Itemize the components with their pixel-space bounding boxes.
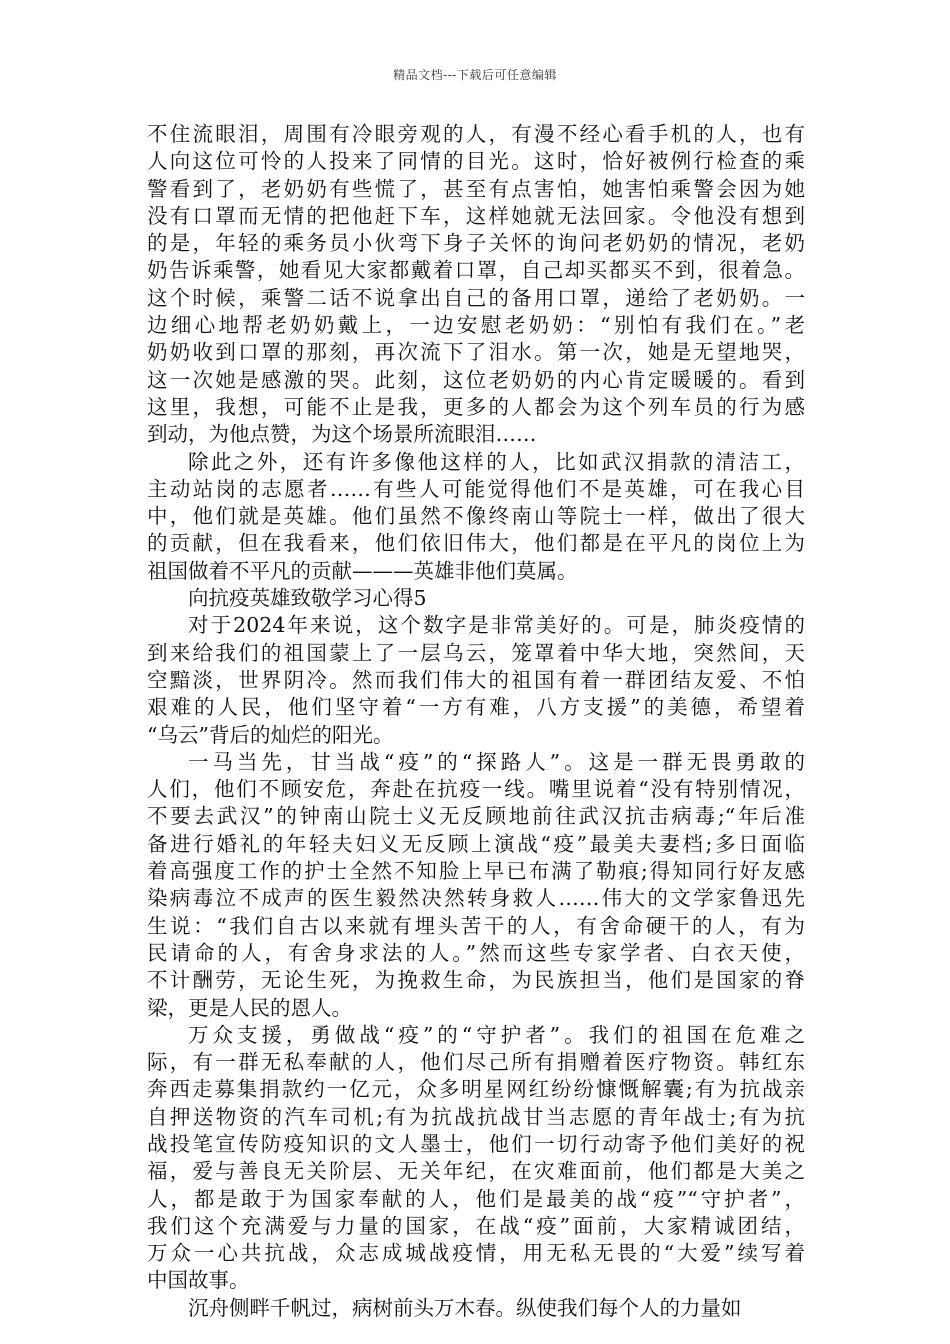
text-line: 人向这位可怜的人投来了同情的目光。这时，恰好被例行检查的乘 [147, 149, 805, 174]
text-line: 奔西走募集捐款约一亿元，众多明星网红纷纷慷慨解囊;有为抗战亲 [147, 1077, 805, 1102]
text-line: 生说：“我们自古以来就有埋头苦干的人，有舍命硬干的人，有为 [147, 913, 805, 938]
text-line: 不住流眼泪，周围有冷眼旁观的人，有漫不经心看手机的人，也有 [147, 122, 805, 146]
text-line: 主动站岗的志愿者……有些人可能觉得他们不是英雄，可在我心目 [147, 476, 805, 501]
text-line: 这个时候，乘警二话不说拿出自己的备用口罩，递给了老奶奶。一 [147, 285, 805, 310]
text-line: 这一次她是感激的哭。此刻，这位老奶奶的内心肯定暖暖的。看到 [147, 367, 805, 392]
text-line: 警看到了，老奶奶有些慌了，甚至有点害怕，她害怕乘警会因为她 [147, 176, 805, 201]
text-line: 染病毒泣不成声的医生毅然决然转身救人……伟大的文学家鲁迅先 [147, 886, 805, 911]
text-line: 边细心地帮老奶奶戴上，一边安慰老奶奶：“别怕有我们在。”老 [147, 313, 805, 338]
text-line: 到来给我们的祖国蒙上了一层乌云，笼罩着中华大地，突然间，天 [147, 640, 805, 665]
text-line: 自押送物资的汽车司机;有为抗战抗战甘当志愿的青年战士;有为抗 [147, 1104, 805, 1129]
paragraph [147, 449, 805, 585]
paragraph [147, 749, 805, 1022]
text-line: 不要去武汉”的钟南山院士义无反顾地前往武汉抗击病毒;“年后准 [147, 804, 805, 829]
text-line: 备进行婚礼的年轻夫妇义无反顾上演战“疫”最美夫妻档;多日面临 [147, 831, 805, 856]
text-line: 空黯淡，世界阴冷。然而我们伟大的祖国有着一群团结友爱、不怕 [147, 667, 805, 692]
text-line: 中国故事。 [147, 1268, 250, 1293]
text-line: 除此之外，还有许多像他这样的人，比如武汉捐款的清洁工， [188, 449, 805, 474]
text-line: 我们这个充满爱与力量的国家，在战“疫”面前，大家精诚团结， [147, 1213, 805, 1238]
text-line: 到动，为他点赞，为这个场景所流眼泪…… [147, 422, 537, 447]
text-line: 人们，他们不顾安危，奔赴在抗疫一线。嘴里说着“没有特别情况， [147, 777, 805, 802]
text-line: 中，他们就是英雄。他们虽然不像终南山等院士一样，做出了很大 [147, 504, 805, 529]
page-header: 精品文档---下载后可任意编辑 [393, 68, 557, 82]
text-line: 艰难的人民，他们坚守着“一方有难，八方支援”的美德，希望着 [147, 695, 805, 720]
text-line: 不计酬劳，无论生死，为挽救生命，为民族担当，他们是国家的脊 [147, 968, 805, 993]
text-line: 祖国做着不平凡的贡献———英雄非他们莫属。 [147, 558, 578, 583]
text-line: 人，都是敢于为国家奉献的人，他们是最美的战“疫”“守护者”， [147, 1186, 805, 1211]
paragraph [147, 1295, 805, 1322]
text-line: 战投笔宣传防疫知识的文人墨士，他们一切行动寄予他们美好的祝 [147, 1131, 805, 1156]
text-line: 梁，更是人民的恩人。 [147, 995, 352, 1020]
text-line: 这里，我想，可能不止是我，更多的人都会为这个列车员的行为感 [147, 394, 805, 419]
text-line: 的贡献，但在我看来，他们依旧伟大，他们都是在平凡的岗位上为 [147, 531, 805, 556]
text-line: 对于2024年来说，这个数字是非常美好的。可是，肺炎疫情的 [188, 613, 805, 638]
text-line: 奶奶收到口罩的那刻，再次流下了泪水。第一次，她是无望地哭， [147, 340, 805, 365]
text-line: 着高强度工作的护士全然不知脸上早已布满了勒痕;得知同行好友感 [147, 859, 805, 884]
document-body [147, 121, 805, 1322]
text-line: 民请命的人，有舍身求法的人。”然而这些专家学者、白衣天使， [147, 940, 805, 965]
text-line: 沉舟侧畔千帆过，病树前头万木春。纵使我们每个人的力量如 [188, 1295, 742, 1320]
text-line: “乌云”背后的灿烂的阳光。 [147, 722, 394, 747]
section-heading [147, 585, 805, 612]
text-line: 万众一心共抗战，众志成城战疫情，用无私无畏的“大爱”续写着 [147, 1241, 805, 1266]
text-line: 的是，年轻的乘务员小伙弯下身子关怀的询问老奶奶的情况，老奶 [147, 231, 805, 256]
text-line: 一马当先，甘当战“疫”的“探路人”。这是一群无畏勇敢的 [188, 749, 805, 774]
heading-line: 向抗疫英雄致敬学习心得5 [188, 586, 427, 611]
paragraph [147, 121, 805, 449]
text-line: 没有口罩而无情的把他赶下车，这样她就无法回家。令他没有想到 [147, 203, 805, 228]
text-line: 奶告诉乘警，她看见大家都戴着口罩，自己却买都买不到，很着急。 [147, 258, 805, 283]
paragraph [147, 612, 805, 748]
text-line: 万众支援，勇做战“疫”的“守护者”。我们的祖国在危难之 [188, 1022, 805, 1047]
text-line: 际，有一群无私奉献的人，他们尽己所有捐赠着医疗物资。韩红东 [147, 1050, 805, 1075]
paragraph [147, 1022, 805, 1295]
text-line: 福，爱与善良无关阶层、无关年纪，在灾难面前，他们都是大美之 [147, 1159, 805, 1184]
